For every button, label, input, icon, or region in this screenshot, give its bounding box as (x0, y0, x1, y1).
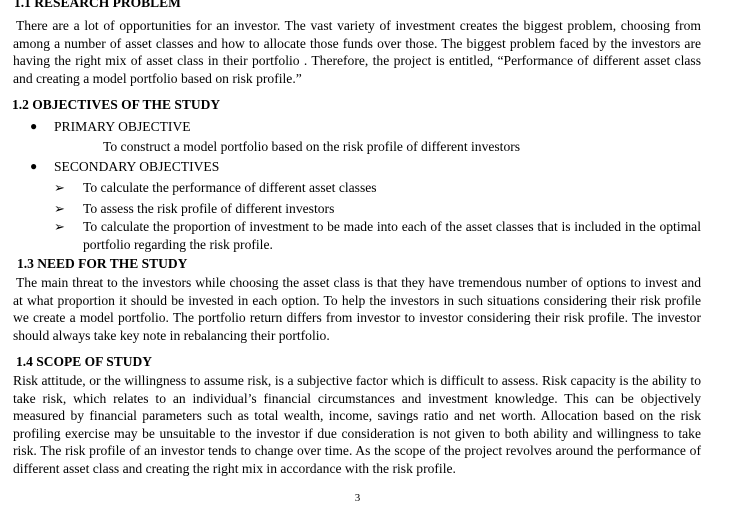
arrow-bullet-icon: ➢ (54, 219, 65, 234)
heading-objectives: 1.2 OBJECTIVES OF THE STUDY (12, 97, 221, 112)
secondary-objective-item: To assess the risk profile of different investors (83, 201, 335, 216)
arrow-bullet-icon: ➢ (54, 201, 65, 216)
secondary-objective-item: To calculate the performance of different asset classes (83, 180, 377, 195)
need-for-study-paragraph: The main threat to the investors while choosing the asset class is that they have tremendous number of options to invest and at what proportion it should be invested in each option. To help the investors in such situations considering their risk profile we create a model portfolio. The portfolio return differs from investor to investor considering their risk profile. The investor should always take key note in rebalancing their portfolio. (13, 275, 701, 343)
bullet-dot-icon: ● (30, 119, 38, 133)
bullet-dot-icon: ● (30, 159, 38, 173)
heading-scope-of-study: 1.4 SCOPE OF STUDY (16, 354, 153, 369)
arrow-bullet-icon: ➢ (54, 180, 65, 195)
heading-research-problem: 1.1 RESEARCH PROBLEM (14, 0, 181, 10)
primary-objective-text: To construct a model portfolio based on the risk profile of different investors (103, 139, 521, 154)
secondary-objectives-label: SECONDARY OBJECTIVES (54, 159, 220, 174)
secondary-objective-item: To calculate the proportion of investment to be made into each of the asset classes that is included in the optimal portfolio regarding the risk profile. (83, 219, 701, 252)
page-number: 3 (354, 492, 361, 504)
research-problem-paragraph: There are a lot of opportunities for an investor. The vast variety of investment creates the biggest problem, choosing from among a number of asset classes and how to allocate those funds over those. The biggest problem faced by the investors are having the right mix of asset class in their portfolio . Therefore, the project is entitled, “Performance of different asset class and creating a model portfolio based on risk profile.” (13, 18, 701, 86)
primary-objective-label: PRIMARY OBJECTIVE (54, 119, 191, 134)
heading-need-for-study: 1.3 NEED FOR THE STUDY (17, 256, 188, 271)
scope-of-study-paragraph: Risk attitude, or the willingness to assume risk, is a subjective factor which is difficult to assess. Risk capacity is the ability to take risk, which relates to an individual’s financial circumstances and investment knowledge. This can be objectively measured by financial parameters such as total wealth, income, savings ratio and net worth. Allocation based on the risk profiling exercise may be unsuitable to the investor if due consideration is not given to both ability and willingness to take risk. The risk profile of an investor tends to change over time. As the scope of the project revolves around the performance of different asset class and creating the right mix in accordance with the risk profile. (13, 373, 701, 476)
